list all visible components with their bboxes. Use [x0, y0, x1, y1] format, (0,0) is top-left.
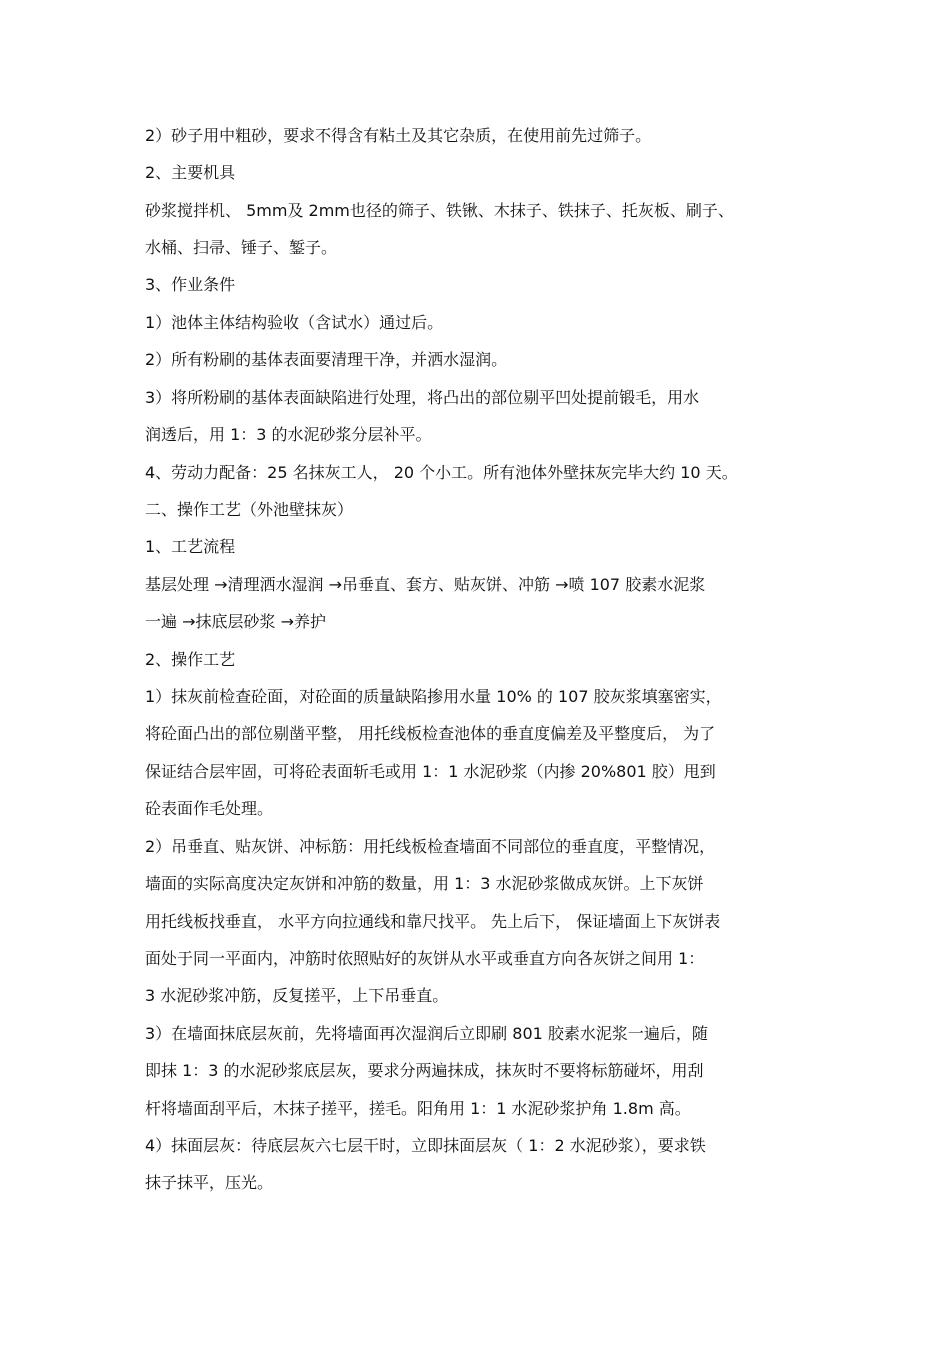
- text-line: 用托线板找垂直， 水平方向拉通线和靠尺找平。 先上后下， 保证墙面上下灰饼表: [145, 912, 721, 931]
- text-line: 抹子抹平，压光。: [145, 1173, 274, 1192]
- text-line: 润透后，用 1：3 的水泥砂浆分层补平。: [145, 425, 432, 444]
- text-line: 3）在墙面抹底层灰前，先将墙面再次湿润后立即刷 801 胶素水泥浆一遍后，随: [145, 1024, 708, 1043]
- text-line: 一遍 →抹底层砂浆 →养护: [145, 612, 326, 631]
- text-line: 2）吊垂直、贴灰饼、冲标筋：用托线板检查墙面不同部位的垂直度，平整情况，: [145, 837, 716, 856]
- text-line: 3）将所粉刷的基体表面缺陷进行处理，将凸出的部位剔平凹处提前锻毛，用水: [145, 388, 700, 407]
- text-line: 砂浆搅拌机、 5mm及 2mm也径的筛子、铁锹、木抹子、铁抹子、托灰板、刷子、: [145, 201, 734, 220]
- text-line: 即抹 1：3 的水泥砂浆底层灰，要求分两遍抹成，抹灰时不要将标筋碰坏，用刮: [145, 1061, 704, 1080]
- text-line: 4、劳动力配备：25 名抹灰工人， 20 个小工。所有池体外壁抹灰完毕大约 10 天。: [145, 463, 738, 482]
- section-heading: 2、操作工艺: [145, 650, 236, 669]
- text-line: 面处于同一平面内，冲筋时依照贴好的灰饼从水平或垂直方向各灰饼之间用 1：: [145, 949, 705, 968]
- text-line: 2）所有粉刷的基体表面要清理干净，并洒水湿润。: [145, 350, 508, 369]
- section-heading: 1、工艺流程: [145, 537, 236, 556]
- text-line: 杆将墙面刮平后，木抹子搓平，搓毛。阳角用 1：1 水泥砂浆护角 1.8m 高。: [145, 1099, 691, 1118]
- section-heading: 3、作业条件: [145, 275, 236, 294]
- text-line: 砼表面作毛处理。: [145, 799, 274, 818]
- text-line: 水桶、扫帚、锤子、錾子。: [145, 238, 338, 257]
- text-line: 基层处理 →清理洒水湿润 →吊垂直、套方、贴灰饼、冲筋 →喷 107 胶素水泥浆: [145, 575, 706, 594]
- text-line: 将砼面凸出的部位剔凿平整， 用托线板检查池体的垂直度偏差及平整度后， 为了: [145, 724, 716, 743]
- text-line: 1）池体主体结构验收（含试水）通过后。: [145, 313, 444, 332]
- text-line: 1）抹灰前检查砼面，对砼面的质量缺陷掺用水量 10% 的 107 胶灰浆填塞密实，: [145, 687, 722, 706]
- text-line: 2）砂子用中粗砂，要求不得含有粘土及其它杂质，在使用前先过筛子。: [145, 126, 652, 145]
- section-heading: 二、操作工艺（外池壁抹灰）: [145, 500, 354, 519]
- text-line: 4）抹面层灰：待底层灰六七层干时，立即抹面层灰（ 1：2 水泥砂浆），要求铁: [145, 1136, 706, 1155]
- text-line: 墙面的实际高度决定灰饼和冲筋的数量，用 1：3 水泥砂浆做成灰饼。上下灰饼: [145, 874, 704, 893]
- section-heading: 2、主要机具: [145, 163, 236, 182]
- text-line: 保证结合层牢固，可将砼表面斩毛或用 1：1 水泥砂浆（内掺 20%801 胶）甩到: [145, 762, 716, 781]
- text-line: 3 水泥砂浆冲筋，反复搓平，上下吊垂直。: [145, 986, 449, 1005]
